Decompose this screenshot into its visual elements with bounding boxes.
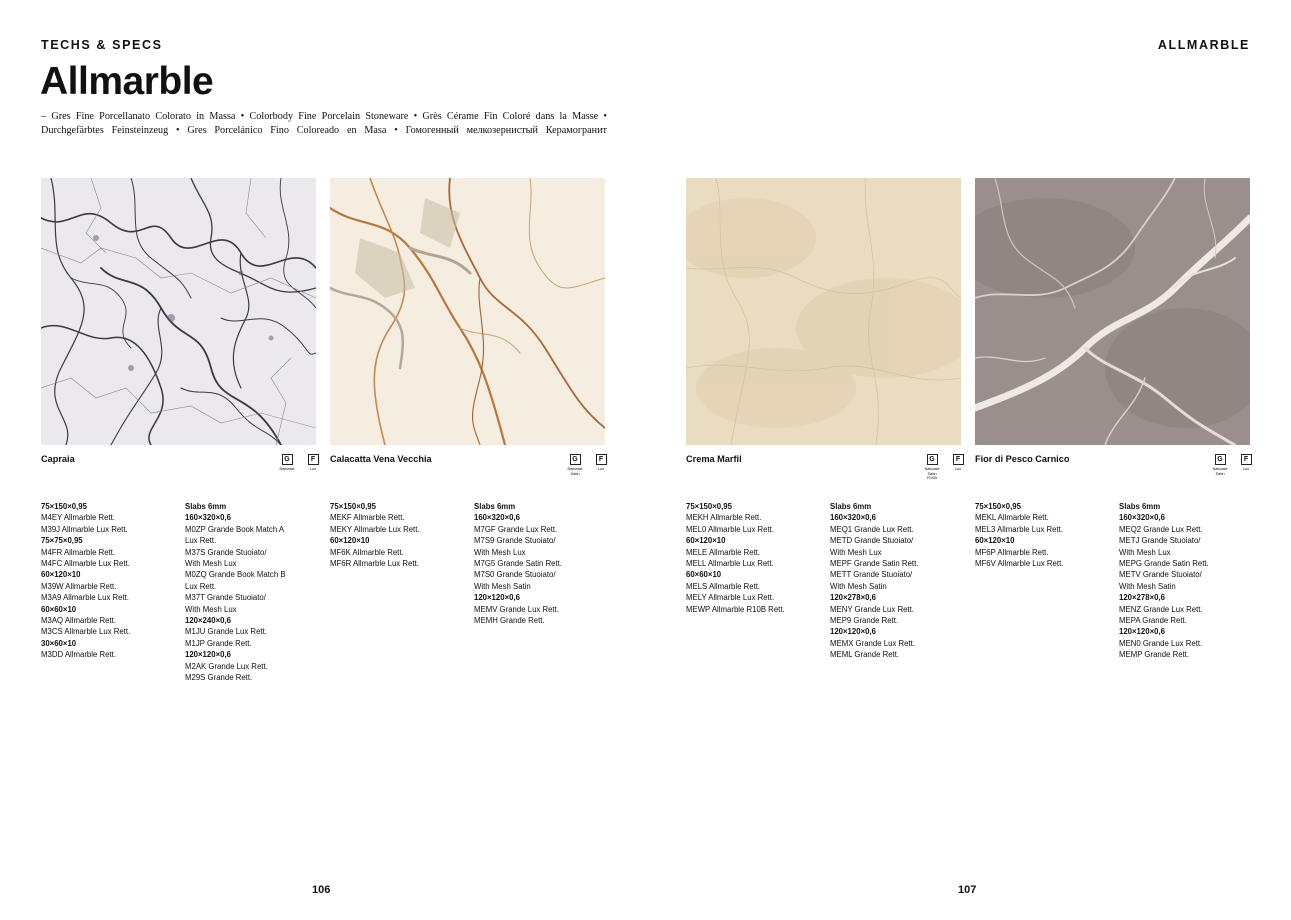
product-image-fior-di-pesco-carnico xyxy=(975,178,1250,445)
spec-list xyxy=(474,501,614,626)
finish-caption-line: Naturale xyxy=(279,466,295,471)
finish-caption-line: Lux xyxy=(954,466,962,471)
finish-caption-line: Satin xyxy=(570,470,580,476)
spec-code-line: M37T Grande Stuoiato/ xyxy=(185,593,266,603)
spec-code-line: M29S Grande Rett. xyxy=(185,673,253,683)
finish-caption xyxy=(564,467,586,476)
finish-badges xyxy=(925,454,965,481)
spec-size-heading: 75×150×0,95 xyxy=(330,502,376,511)
spec-code-line: MEMX Grande Lux Rett. xyxy=(830,638,915,648)
finish-badges xyxy=(280,454,320,472)
marble-swatch-crema-marfil xyxy=(686,178,961,445)
material-description xyxy=(41,110,607,138)
spec-code-line: With Mesh Lux xyxy=(474,547,526,557)
finish-caption-line: Lux xyxy=(1242,466,1250,471)
spec-size-heading: Slabs 6mm xyxy=(1119,502,1161,511)
spec-code-line: MEMP Grande Rett. xyxy=(1119,650,1190,660)
finish-caption xyxy=(590,467,612,472)
spec-code-line: MF6P Allmarble Rett. xyxy=(975,547,1049,557)
spec-code-line: MENY Grande Lux Rett. xyxy=(830,604,914,614)
spec-code-line: M2AK Grande Lux Rett. xyxy=(185,661,268,671)
spec-size-heading: 120×120×0,6 xyxy=(1119,627,1165,637)
spec-code-line: MF6V Allmarble Lux Rett. xyxy=(975,559,1064,569)
spec-code-line: METD Grande Stuoiato/ xyxy=(830,536,914,546)
finish-caption-line: Lux xyxy=(597,466,605,471)
finish-letter-g-icon: G xyxy=(1215,454,1226,465)
spec-size-heading: 60×120×10 xyxy=(686,536,726,546)
spec-code-line: M3AQ Allmarble Rett. xyxy=(41,616,116,626)
finish-letter-g-icon: G xyxy=(282,454,293,465)
description-line: – Gres Fine Porcellanato Colorato in Massa • Colorbody Fine Porcelain Stoneware • Grès Cérame Fin Coloré dans la Masse • xyxy=(41,111,607,122)
spec-list xyxy=(1119,501,1259,661)
description-line: Durchgefärbtes Feinsteinzeug • Gres Porcelánico Fino Coloreado en Masa • Гомогенный мелкозернистый Керамогранит xyxy=(41,125,607,136)
spec-code-line: With Mesh Lux xyxy=(830,547,882,557)
spec-code-line: MF6K Allmarble Rett. xyxy=(330,547,404,557)
finish-letter-f-icon: F xyxy=(596,454,607,465)
spec-size-heading: 120×120×0,6 xyxy=(830,627,876,637)
collection-label: ALLMARBLE xyxy=(1157,38,1250,52)
finish-caption-line: Satin xyxy=(1215,470,1225,476)
page-number: 107 xyxy=(958,884,977,896)
spec-code-line: With Mesh Lux xyxy=(1119,547,1171,557)
spec-code-line: M7GF Grande Lux Rett. xyxy=(474,524,558,534)
finish-caption xyxy=(921,467,943,481)
finish-letter-f-icon: F xyxy=(953,454,964,465)
spec-code-line: With Mesh Lux xyxy=(185,604,237,614)
finish-badge-g xyxy=(568,454,582,476)
spec-code-line: With Mesh Satin xyxy=(1119,581,1176,591)
finish-caption xyxy=(276,467,298,472)
product-image-crema-marfil xyxy=(686,178,961,445)
spec-code-line: M4FC Allmarble Lux Rett. xyxy=(41,559,130,569)
marble-swatch-calacatta-vena-vecchia xyxy=(330,178,605,445)
spec-code-line: M37S Grande Stuoiato/ xyxy=(185,547,267,557)
spec-size-heading: 160×320×0,6 xyxy=(185,513,231,523)
finish-badge-g xyxy=(925,454,939,481)
finish-badge-g xyxy=(1213,454,1227,476)
spec-code-line: MEQ2 Grande Lux Rett. xyxy=(1119,524,1203,534)
spec-code-line: Lux Rett. xyxy=(185,536,217,546)
spec-code-line: MELS Allmarble Rett. xyxy=(686,581,761,591)
spec-size-heading: Slabs 6mm xyxy=(830,502,872,511)
spec-size-heading: 120×278×0,6 xyxy=(830,593,876,603)
marble-swatch-fior-di-pesco-carnico xyxy=(975,178,1250,445)
finish-caption-line: R10B xyxy=(926,475,937,480)
spec-size-heading: 75×150×0,95 xyxy=(686,502,732,511)
spec-code-line: M3A9 Allmarble Lux Rett. xyxy=(41,593,129,603)
finish-caption-line: Naturale xyxy=(924,466,940,471)
spec-code-line: M4EY Allmarble Rett. xyxy=(41,513,115,523)
finish-caption-line: Satin xyxy=(927,470,937,476)
spec-code-line: MEL3 Allmarble Lux Rett. xyxy=(975,524,1063,534)
spec-code-line: M7G5 Grande Satin Rett. xyxy=(474,559,562,569)
finish-badges xyxy=(568,454,608,476)
spec-code-line: M3CS Allmarble Lux Rett. xyxy=(41,627,131,637)
spec-code-line: MEP9 Grande Rett. xyxy=(830,616,899,626)
spec-code-line: MEWP Allmarble R10B Rett. xyxy=(686,604,785,614)
product-name: Capraia xyxy=(41,454,75,464)
spec-code-line: With Mesh Satin xyxy=(474,581,531,591)
spec-size-heading: Slabs 6mm xyxy=(474,502,516,511)
spec-code-line: MENZ Grande Lux Rett. xyxy=(1119,604,1203,614)
section-label: TECHS & SPECS xyxy=(41,38,163,52)
spec-code-line: MEKY Allmarble Lux Rett. xyxy=(330,524,420,534)
spec-size-heading: 30×60×10 xyxy=(41,638,77,648)
product-name: Fior di Pesco Carnico xyxy=(975,454,1070,464)
finish-caption xyxy=(1235,467,1257,472)
spec-size-heading: 160×320×0,6 xyxy=(830,513,876,523)
spec-list xyxy=(41,501,181,661)
spec-size-heading: 120×120×0,6 xyxy=(185,650,231,660)
product-image-calacatta-vena-vecchia xyxy=(330,178,605,445)
spec-size-heading: 60×60×10 xyxy=(686,570,722,580)
spec-size-heading: 160×320×0,6 xyxy=(1119,513,1165,523)
spec-code-line: With Mesh Lux xyxy=(185,559,237,569)
finish-badge-f xyxy=(1239,454,1253,476)
spec-code-line: MF6R Allmarble Lux Rett. xyxy=(330,559,419,569)
spec-code-line: MEPF Grande Satin Rett. xyxy=(830,559,919,569)
spec-code-line: M39W Allmarble Rett. xyxy=(41,581,117,591)
finish-caption xyxy=(947,467,969,472)
spec-size-heading: 60×120×10 xyxy=(41,570,81,580)
spec-code-line: MEMH Grande Rett. xyxy=(474,616,545,626)
spec-code-line: M0ZQ Grande Book Match B xyxy=(185,570,286,580)
spec-code-line: M4FR Allmarble Rett. xyxy=(41,547,116,557)
spec-code-line: M1JU Grande Lux Rett. xyxy=(185,627,267,637)
spec-size-heading: 75×150×0,95 xyxy=(41,502,87,511)
spec-code-line: M39J Allmarble Lux Rett. xyxy=(41,524,128,534)
spec-code-line: MELY Allmarble Lux Rett. xyxy=(686,593,775,603)
finish-letter-f-icon: F xyxy=(1241,454,1252,465)
finish-badge-g xyxy=(280,454,294,472)
spec-size-heading: 60×60×10 xyxy=(41,604,77,614)
finish-badge-f xyxy=(306,454,320,472)
spec-code-line: M7S9 Grande Stuoiato/ xyxy=(474,536,556,546)
spec-code-line: METT Grande Stuoiato/ xyxy=(830,570,913,580)
spec-size-heading: 75×75×0,95 xyxy=(41,536,83,546)
marble-swatch-capraia xyxy=(41,178,316,445)
spec-code-line: MELE Allmarble Rett. xyxy=(686,547,761,557)
spec-list xyxy=(185,501,325,684)
finish-caption xyxy=(1209,467,1231,476)
spec-list xyxy=(686,501,826,615)
spec-list xyxy=(975,501,1115,569)
finish-caption-line: Lux xyxy=(309,466,317,471)
spec-code-line: Lux Rett. xyxy=(185,581,217,591)
spec-code-line: MEKL Allmarble Rett. xyxy=(975,513,1049,523)
spec-code-line: METV Grande Stuoiato/ xyxy=(1119,570,1202,580)
finish-letter-g-icon: G xyxy=(570,454,581,465)
spec-size-heading: 120×120×0,6 xyxy=(474,593,520,603)
spec-code-line: M7S0 Grande Stuoiato/ xyxy=(474,570,556,580)
spec-code-line: M0ZP Grande Book Match A xyxy=(185,524,285,534)
spec-code-line: MEPG Grande Satin Rett. xyxy=(1119,559,1209,569)
spec-code-line: With Mesh Satin xyxy=(830,581,887,591)
finish-caption-line: Naturale xyxy=(1212,466,1228,471)
spec-size-heading: 120×278×0,6 xyxy=(1119,593,1165,603)
spec-code-line: MEKF Allmarble Rett. xyxy=(330,513,405,523)
spec-code-line: MEL0 Allmarble Lux Rett. xyxy=(686,524,774,534)
spec-code-line: M1JP Grande Rett. xyxy=(185,638,252,648)
spec-list xyxy=(330,501,470,569)
finish-badge-f xyxy=(594,454,608,476)
product-name: Calacatta Vena Vecchia xyxy=(330,454,432,464)
finish-badges xyxy=(1213,454,1253,476)
product-image-capraia xyxy=(41,178,316,445)
page-number: 106 xyxy=(312,884,331,896)
spec-size-heading: Slabs 6mm xyxy=(185,502,227,511)
page-title: Allmarble xyxy=(40,60,214,103)
spec-code-line: MEKH Allmarble Rett. xyxy=(686,513,762,523)
spec-size-heading: 120×240×0,6 xyxy=(185,616,231,626)
spec-list xyxy=(830,501,970,661)
finish-letter-f-icon: F xyxy=(308,454,319,465)
spec-code-line: MEPA Grande Rett. xyxy=(1119,616,1187,626)
finish-letter-g-icon: G xyxy=(927,454,938,465)
spec-size-heading: 60×120×10 xyxy=(330,536,370,546)
finish-caption-line: Naturale xyxy=(567,466,583,471)
spec-code-line: MEN0 Grande Lux Rett. xyxy=(1119,638,1203,648)
spec-size-heading: 75×150×0,95 xyxy=(975,502,1021,511)
spec-code-line: MEML Grande Rett. xyxy=(830,650,900,660)
spec-code-line: MELL Allmarble Lux Rett. xyxy=(686,559,774,569)
spec-code-line: M3DD Allmarble Rett. xyxy=(41,650,116,660)
spec-size-heading: 60×120×10 xyxy=(975,536,1015,546)
spec-code-line: MEQ1 Grande Lux Rett. xyxy=(830,524,914,534)
spec-code-line: MEMV Grande Lux Rett. xyxy=(474,604,559,614)
spec-size-heading: 160×320×0,6 xyxy=(474,513,520,523)
finish-badge-f xyxy=(951,454,965,481)
spec-code-line: METJ Grande Stuoiato/ xyxy=(1119,536,1201,546)
product-name: Crema Marfil xyxy=(686,454,742,464)
finish-caption xyxy=(302,467,324,472)
